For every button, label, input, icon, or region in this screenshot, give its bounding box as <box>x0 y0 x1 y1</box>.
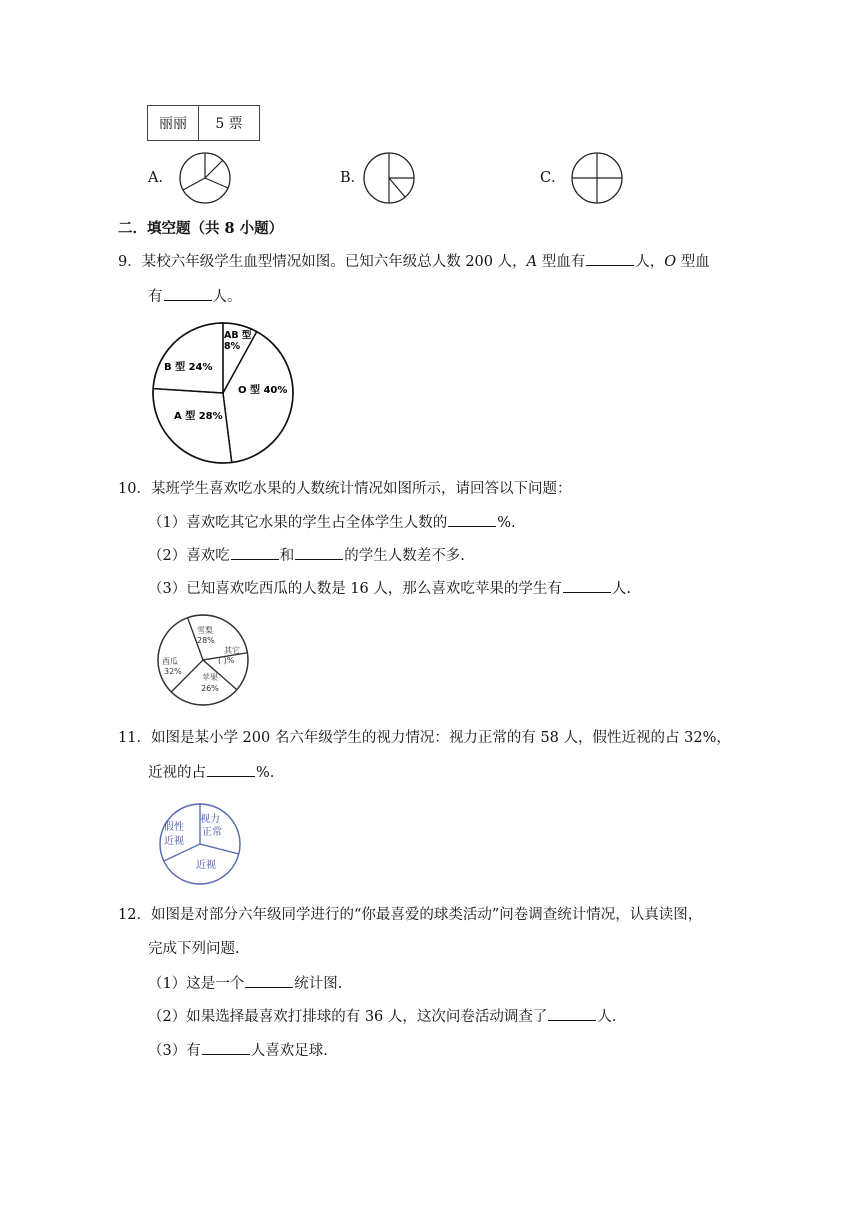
q10-sub3-suffix: 人. <box>611 581 632 597</box>
q9-line2 <box>148 286 242 307</box>
q11-vision-pie <box>156 800 244 888</box>
q10-sub2-suffix: 的学生人数差不多. <box>344 548 465 564</box>
q9-o-letter: O <box>664 254 677 270</box>
q9-line1 <box>118 251 710 272</box>
q10-sub3-text: （3）已知喜欢吃西瓜的人数是 16 人，那么喜欢吃苹果的学生有 <box>148 581 562 597</box>
q12-blank-2 <box>548 1006 596 1021</box>
q12-sub1 <box>148 973 342 994</box>
q10-stem: 10．某班学生喜欢吃水果的人数统计情况如图所示，请回答以下问题： <box>118 481 572 497</box>
q12-line2: 完成下列问题. <box>148 941 240 957</box>
section-title: 二．填空题（共 8 小题） <box>118 220 284 237</box>
q12-sub2-text: （2）如果选择最喜欢打排球的有 36 人，这次问卷活动调查了 <box>148 1009 548 1025</box>
q11-line2-suffix: %. <box>256 765 275 781</box>
q10-sub1-suffix: %. <box>497 515 516 531</box>
option-b-pie <box>362 151 416 205</box>
q12-blank-3 <box>202 1040 250 1055</box>
q9-a-letter: A <box>526 254 538 270</box>
q9-blank-o <box>164 286 212 301</box>
q10-sub2 <box>148 545 465 566</box>
q9-line2-a: 有 <box>148 289 163 305</box>
vote-table <box>147 105 260 141</box>
q12-sub2 <box>148 1006 617 1027</box>
q9-prefix: 9．某校六年级学生血型情况如图。已知六年级总人数 200 人， <box>118 254 527 270</box>
q10-fruit-pie <box>155 612 251 708</box>
q12-blank-1 <box>245 973 293 988</box>
option-a-label: A． <box>148 170 173 186</box>
q10-label-pear: 雪梨 <box>197 626 213 635</box>
q12-sub2-suffix: 人. <box>597 1009 617 1025</box>
q9-label-ab-pct: 8% <box>224 341 241 352</box>
q10-label-melon: 西瓜 <box>162 657 178 666</box>
q10-label-other: 其它 <box>224 646 240 655</box>
q10-label-apple-pct: 26% <box>201 684 219 693</box>
q9-label-o: O 型 40% <box>238 385 288 396</box>
q10-label-pear-pct: 28% <box>197 636 215 645</box>
q9-mid2: 人， <box>635 254 665 270</box>
q11-label-normal-1: 视力 <box>200 814 220 825</box>
q11-label-normal-2: 正常 <box>202 827 222 838</box>
q10-label-other-pct: ( )% <box>218 656 235 665</box>
q12-sub1-text: （1）这是一个 <box>148 976 245 992</box>
q10-sub2-and: 和 <box>279 548 295 564</box>
q9-label-ab-name: AB 型 <box>224 330 252 341</box>
q9-line2-b: 人。 <box>212 289 242 305</box>
q11-line2-text: 近视的占 <box>148 765 206 781</box>
q9-slice-b <box>153 323 223 393</box>
q12-sub3-text: （3）有 <box>148 1043 201 1059</box>
q10-sub3 <box>148 578 631 599</box>
q12-sub3 <box>148 1040 328 1061</box>
q9-label-b: B 型 24% <box>164 362 213 373</box>
q10-blank-3 <box>563 578 611 593</box>
q9-blood-type-pie <box>148 318 298 466</box>
q11-line2 <box>148 762 274 783</box>
q11-label-myopia: 近视 <box>196 860 216 871</box>
vote-table-votes: 5 票 <box>199 106 260 141</box>
q12-sub3-suffix: 人喜欢足球. <box>250 1043 328 1059</box>
q10-blank-2b <box>295 545 343 560</box>
q10-sub1-text: （1）喜欢吃其它水果的学生占全体学生人数的 <box>148 515 448 531</box>
q11-blank <box>207 762 255 777</box>
q10-sub1 <box>148 512 516 533</box>
q9-slice-a <box>153 389 232 463</box>
q12-line1: 12．如图是对部分六年级同学进行的“你最喜爱的球类活动”问卷调查统计情况，认真读图， <box>118 907 703 923</box>
q11-label-pseudo-2: 近视 <box>164 836 184 847</box>
q9-mid3: 型血 <box>676 254 710 270</box>
option-b-label: B． <box>340 170 366 186</box>
q9-blank-a <box>586 251 634 266</box>
q10-blank-1 <box>448 512 496 527</box>
vote-table-name: 丽丽 <box>148 106 199 141</box>
q10-label-melon-pct: 32% <box>164 667 182 676</box>
q9-mid1: 型血有 <box>537 254 586 270</box>
q10-blank-2a <box>231 545 279 560</box>
option-c-label: C． <box>540 170 566 186</box>
q12-sub1-suffix: 统计图. <box>294 976 343 992</box>
q10-sub2-text: （2）喜欢吃 <box>148 548 230 564</box>
option-a-pie <box>178 152 232 204</box>
q11-line1: 11．如图是某小学 200 名六年级学生的视力情况：视力正常的有 58 人，假性近视的占 32%， <box>118 730 731 746</box>
q9-label-a: A 型 28% <box>174 411 223 422</box>
q10-label-apple: 苹果 <box>202 673 218 682</box>
q11-label-pseudo-1: 假性 <box>164 822 184 833</box>
option-c-pie <box>570 151 624 205</box>
